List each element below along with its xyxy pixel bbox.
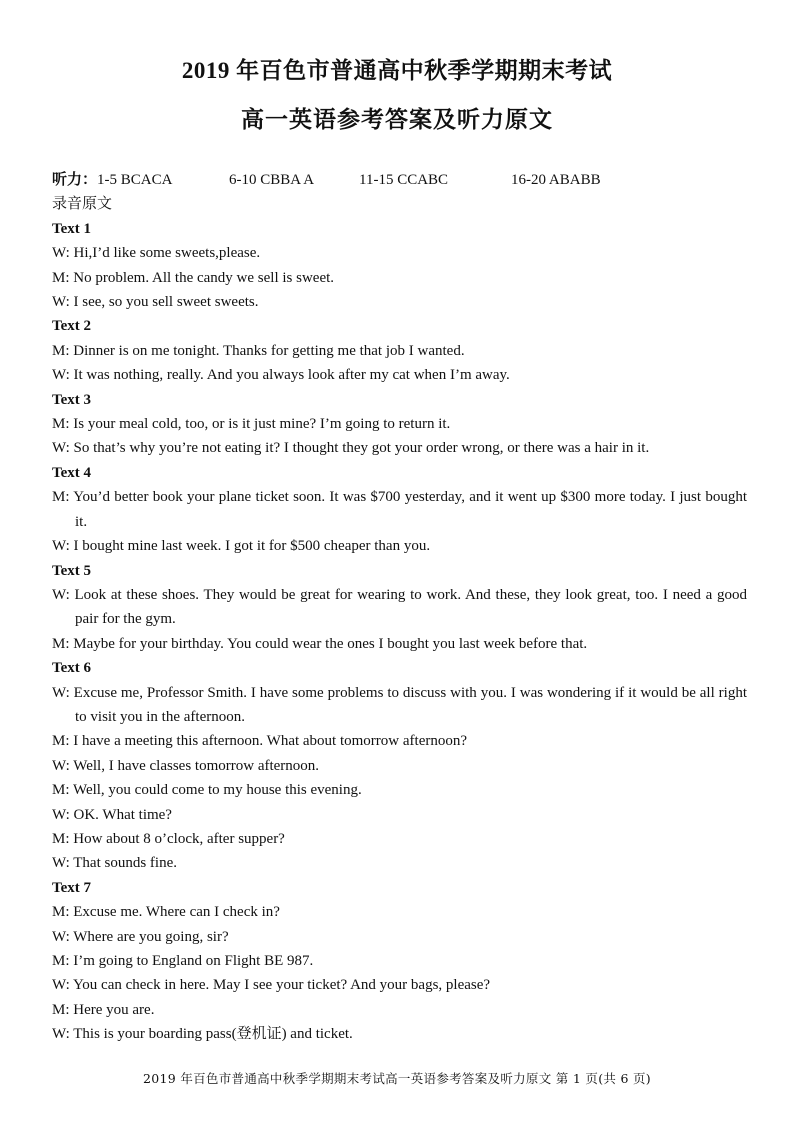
dialogue-line: W: Where are you going, sir?: [52, 928, 229, 945]
answers-label: 听力：: [52, 172, 98, 188]
answer-group-3: 11-15 CCABC: [359, 172, 449, 188]
answer-group-2: 6-10 CBBA A: [229, 172, 315, 188]
page-footer: 2019 年百色市普通高中秋季学期期末考试高一英语参考答案及听力原文 第 1 页(共 6 页): [143, 1071, 651, 1086]
transcript-heading: 录音原文: [52, 196, 113, 213]
answer-group-4: 16-20 ABABB: [511, 172, 601, 188]
dialogue-line: M: Here you are.: [52, 1001, 155, 1018]
document-title: 2019 年百色市普通高中秋季学期期末考试: [181, 58, 613, 83]
text-7-title: Text 7: [52, 879, 92, 896]
dialogue-line: W: Excuse me, Professor Smith. I have some problems to discuss with you. I was wondering if it would be all right to visit you in the afternoon.: [52, 684, 747, 725]
dialogue-line: W: You can check in here. May I see your ticket? And your bags, please?: [52, 977, 491, 994]
dialogue-line: W: OK. What time?: [52, 806, 172, 823]
dialogue-line: M: Well, you could come to my house this evening.: [52, 782, 362, 799]
dialogue-line: W: Look at these shoes. They would be great for wearing to work. And these, they look great, too. I need a good pair for the gym.: [52, 586, 747, 628]
dialogue-line: W: I see, so you sell sweet sweets.: [52, 294, 259, 311]
text-5-title: Text 5: [52, 562, 92, 579]
dialogue-line: M: Maybe for your birthday. You could wear the ones I bought you last week before that.: [52, 635, 588, 652]
dialogue-line: W: It was nothing, really. And you always look after my cat when I’m away.: [52, 367, 510, 384]
dialogue-line: W: That sounds fine.: [52, 855, 177, 872]
dialogue-line: M: No problem. All the candy we sell is sweet.: [52, 269, 335, 286]
document-subtitle: 高一英语参考答案及听力原文: [241, 107, 553, 132]
text-1-title: Text 1: [52, 220, 92, 237]
dialogue-line: W: So that’s why you’re not eating it? I thought they got your order wrong, or there was a hair in it.: [52, 440, 650, 457]
dialogue-line: M: How about 8 o’clock, after supper?: [52, 830, 285, 847]
answer-group-1: 1-5 BCACA: [97, 172, 173, 188]
dialogue-line: W: Hi,I’d like some sweets,please.: [52, 245, 261, 262]
text-6-title: Text 6: [52, 660, 92, 677]
dialogue-line: M: Is your meal cold, too, or is it just mine? I’m going to return it.: [52, 416, 451, 433]
text-2-title: Text 2: [52, 318, 92, 335]
document-body: [52, 168, 747, 1047]
dialogue-line: W: This is your boarding pass(登机证) and ticket.: [52, 1026, 353, 1043]
dialogue-line: M: I’m going to England on Flight BE 987.: [52, 953, 314, 969]
dialogue-line: W: I bought mine last week. I got it for $500 cheaper than you.: [52, 538, 431, 555]
text-3-title: Text 3: [52, 391, 92, 408]
dialogue-line: M: I have a meeting this afternoon. What about tomorrow afternoon?: [52, 733, 468, 750]
dialogue-line: W: Well, I have classes tomorrow afternoon.: [52, 757, 320, 774]
dialogue-line: M: You’d better book your plane ticket soon. It was $700 yesterday, and it went up $300 more today. I just bought it.: [52, 489, 747, 530]
dialogue-line: M: Dinner is on me tonight. Thanks for getting me that job I wanted.: [52, 342, 465, 359]
dialogue-line: M: Excuse me. Where can I check in?: [52, 904, 280, 921]
listening-answers: [52, 168, 747, 192]
text-4-title: Text 4: [52, 464, 92, 481]
